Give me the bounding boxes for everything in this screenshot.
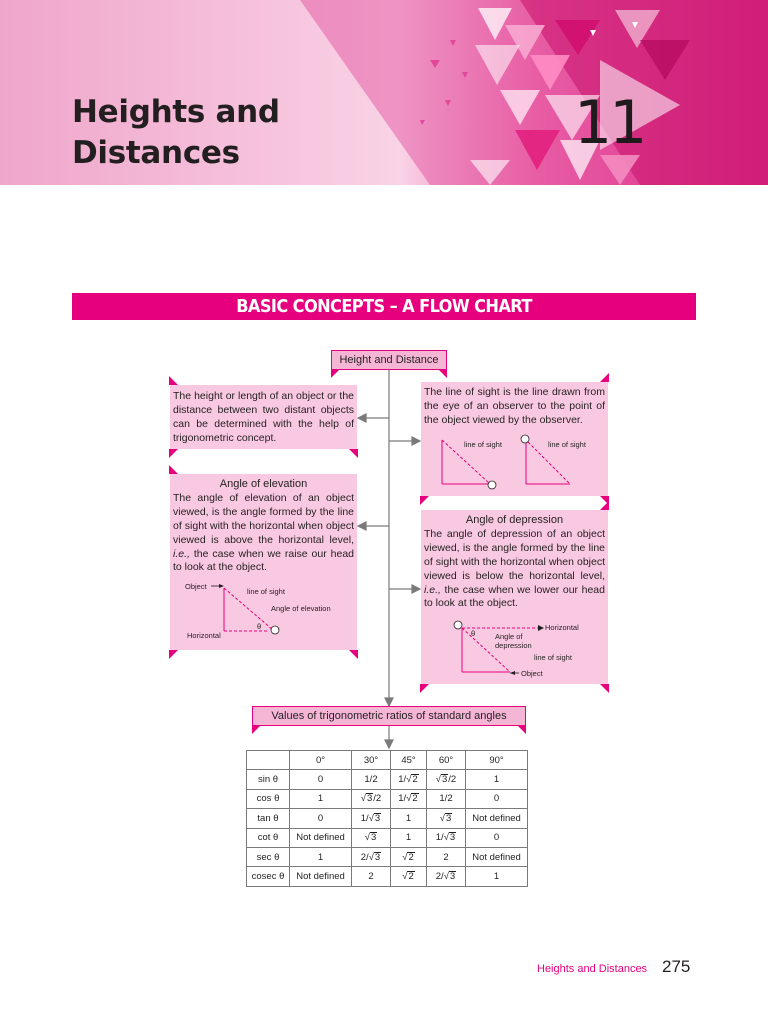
row-function: cot θ — [247, 828, 290, 847]
line-of-sight-diagram — [424, 432, 605, 492]
table-cell: 1 — [290, 789, 352, 808]
table-row — [247, 770, 528, 789]
table-cell: 2 — [427, 847, 466, 866]
table-cell: Not defined — [466, 847, 528, 866]
table-cell: 2/√3 — [427, 867, 466, 886]
table-header: 30° — [352, 751, 391, 770]
label-angle-line1: Angle of — [495, 632, 523, 641]
depression-text: The angle of depression of an object viewed, is the angle formed by the line of sight with the horizontal when object viewed is below the horizontal level, i.e., the case when we lower our head to look at the object. — [424, 527, 605, 610]
table-cell: √3 — [352, 828, 391, 847]
values-corner-left — [252, 726, 260, 734]
table-row — [247, 789, 528, 808]
depression-diagram — [424, 616, 605, 680]
table-cell: 0 — [290, 770, 352, 789]
table-cell: 0 — [466, 828, 528, 847]
row-function: tan θ — [247, 809, 290, 828]
table-cell: 1/2 — [427, 789, 466, 808]
label-angle-of-elevation: Angle of elevation — [271, 604, 331, 613]
table-cell: √3 — [427, 809, 466, 828]
running-footer: Heights and Distances — [537, 963, 648, 975]
page-number: 275 — [662, 957, 691, 976]
label-line-of-sight-depression: line of sight — [534, 653, 572, 662]
table-cell: 1 — [391, 809, 427, 828]
table-row — [247, 867, 528, 886]
table-row — [247, 828, 528, 847]
table-cell: 1/√3 — [352, 809, 391, 828]
table-cell: √2 — [391, 867, 427, 886]
elevation-box — [170, 474, 357, 650]
label-angle-line2: depression — [495, 641, 532, 650]
label-horizontal: Horizontal — [187, 631, 221, 640]
section-heading: BASIC CONCEPTS – A FLOW CHART — [72, 293, 696, 320]
label-theta-depression: θ — [471, 629, 476, 638]
chapter-title-line1: Heights and — [72, 94, 280, 130]
table-cell: 2/√3 — [352, 847, 391, 866]
depression-box — [421, 510, 608, 684]
table-cell: Not defined — [466, 809, 528, 828]
chapter-title-line2: Distances — [72, 135, 240, 171]
table-cell: Not defined — [290, 828, 352, 847]
row-function: cos θ — [247, 789, 290, 808]
flowchart-root: Height and Distance — [331, 350, 447, 370]
table-row — [247, 847, 528, 866]
table-cell: 1 — [290, 847, 352, 866]
table-cell: 1 — [466, 770, 528, 789]
table-cell: 0 — [290, 809, 352, 828]
table-row — [247, 809, 528, 828]
values-title: Values of trigonometric ratios of standard angles — [252, 706, 526, 726]
row-function: sec θ — [247, 847, 290, 866]
values-corner-right — [518, 726, 526, 734]
label-line-of-sight: line of sight — [247, 587, 285, 596]
table-cell: 1 — [391, 828, 427, 847]
table-header — [247, 751, 290, 770]
elevation-diagram — [173, 580, 354, 644]
table-cell: √3/2 — [427, 770, 466, 789]
line-of-sight-text: The line of sight is the line drawn from the eye of an observer to the point of the object viewed by the observer. — [424, 386, 605, 426]
definition-box — [170, 385, 357, 449]
label-object: Object — [185, 582, 207, 591]
definition-text: The height or length of an object or the distance between two distant objects can be determined with the help of trigonometric concept. — [173, 390, 354, 444]
table-cell: 2 — [352, 867, 391, 886]
table-cell: √3/2 — [352, 789, 391, 808]
row-function: sin θ — [247, 770, 290, 789]
table-cell: 1 — [466, 867, 528, 886]
table-cell: 1/√3 — [427, 828, 466, 847]
table-cell: 1/√2 — [391, 789, 427, 808]
table-header: 90° — [466, 751, 528, 770]
depression-title: Angle of depression — [465, 514, 564, 526]
root-corner-right — [439, 370, 447, 378]
table-cell: Not defined — [290, 867, 352, 886]
table-header: 60° — [427, 751, 466, 770]
label-theta: θ — [257, 622, 262, 631]
row-function: cosec θ — [247, 867, 290, 886]
label-horizontal-depression: Horizontal — [545, 623, 579, 632]
table-cell: 1/2 — [352, 770, 391, 789]
diagram-label-los-1: line of sight — [464, 440, 502, 449]
table-cell: 1/√2 — [391, 770, 427, 789]
table-cell: √2 — [391, 847, 427, 866]
table-header-row — [247, 751, 528, 770]
trig-ratios-table — [246, 750, 528, 887]
diagram-label-los-2: line of sight — [548, 440, 586, 449]
root-corner-left — [331, 370, 339, 378]
elevation-text: The angle of elevation of an object viewed, is the angle formed by the line of sight with the horizontal when object viewed is above the horizontal level, i.e., the case when we raise our head to look at the object. — [173, 491, 354, 574]
table-cell: 0 — [466, 789, 528, 808]
line-of-sight-box — [421, 382, 608, 496]
chapter-number: 11 — [574, 88, 645, 158]
table-header: 0° — [290, 751, 352, 770]
table-header: 45° — [391, 751, 427, 770]
label-object-depression: Object — [521, 669, 543, 678]
elevation-title: Angle of elevation — [219, 478, 308, 490]
